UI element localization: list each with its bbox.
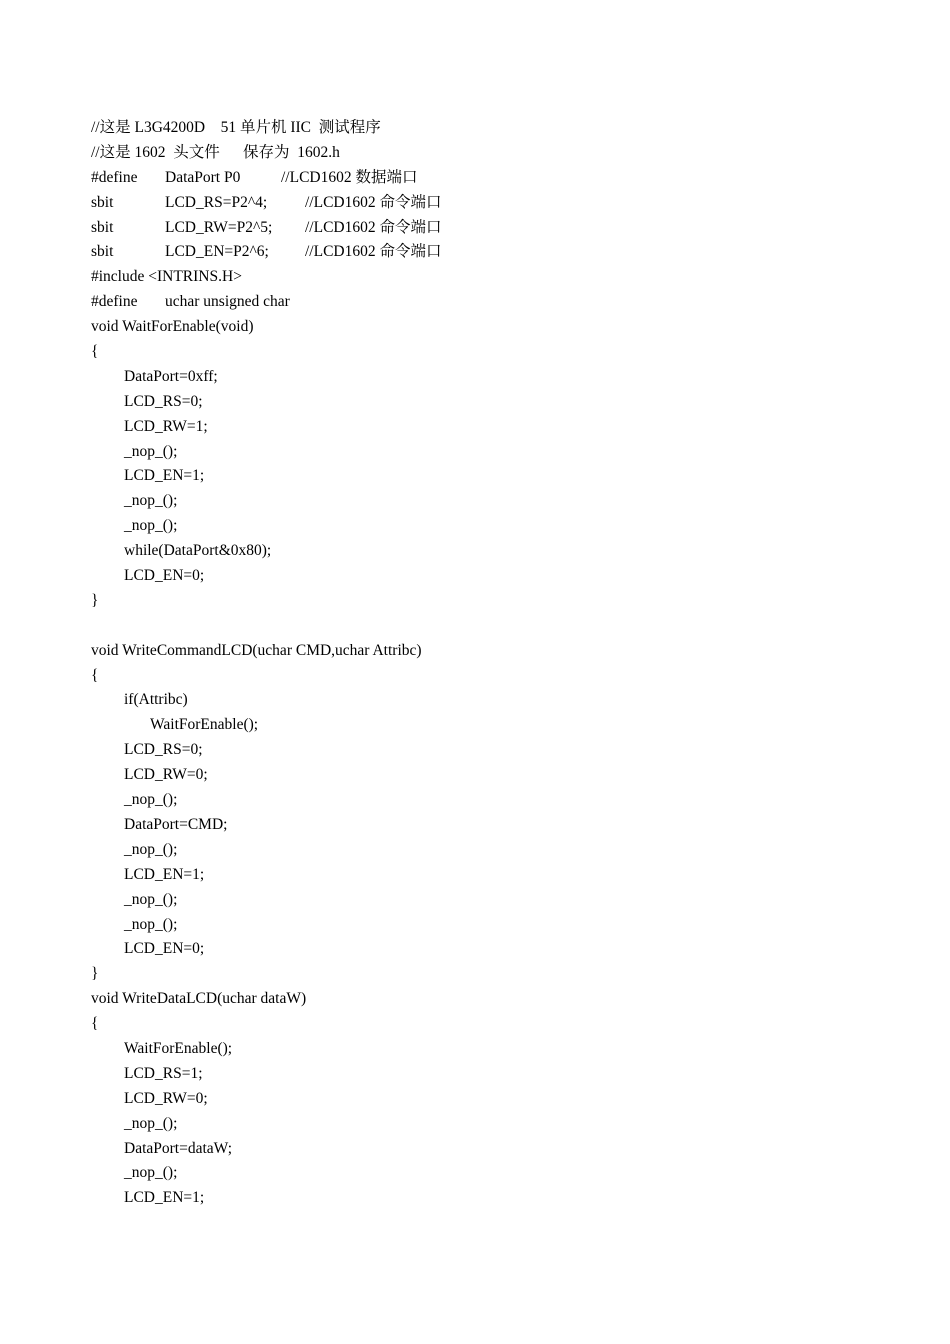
code-line: DataPort=0xff; [124, 367, 218, 385]
code-line [91, 614, 891, 639]
code-line: _nop_(); [124, 492, 178, 510]
code-line: DataPort=dataW; [124, 1139, 233, 1157]
code-line: _nop_(); [124, 840, 178, 858]
code-line [91, 290, 891, 315]
code-line: _nop_(); [124, 1164, 178, 1182]
code-line: void WriteDataLCD(uchar dataW) [91, 990, 307, 1008]
code-line: _nop_(); [124, 791, 178, 809]
code-line: if(Attribc) [124, 691, 188, 709]
code-line: LCD_RS=1; [124, 1064, 203, 1082]
code-line: LCD_EN=0; [124, 940, 205, 958]
code-line: LCD_EN=0; [124, 567, 205, 585]
code-line: //这是 L3G4200D 51 单片机 IIC 测试程序 [91, 119, 381, 136]
code-line: LCD_RW=0; [124, 766, 208, 784]
code-segment: sbit [91, 243, 114, 261]
code-line [91, 166, 891, 191]
code-segment: //LCD1602 命令端口 [305, 218, 442, 236]
code-line: LCD_RS=0; [124, 392, 203, 410]
code-line [91, 216, 891, 241]
code-segment: LCD_RW=P2^5; [165, 218, 273, 236]
code-line: _nop_(); [124, 890, 178, 908]
code-segment: uchar unsigned char [165, 293, 290, 311]
code-line: WaitForEnable(); [150, 716, 259, 734]
code-line: LCD_EN=1; [124, 865, 205, 883]
code-line [91, 240, 891, 265]
code-segment: DataPort P0 [165, 168, 241, 186]
code-line: { [91, 1015, 99, 1033]
code-line: DataPort=CMD; [124, 815, 228, 833]
code-line: //这是 1602 头文件 保存为 1602.h [91, 143, 340, 161]
code-line: { [91, 666, 99, 684]
code-segment: LCD_EN=P2^6; [165, 243, 269, 261]
code-listing [91, 116, 891, 1211]
code-line: { [91, 343, 99, 361]
code-line: void WaitForEnable(void) [91, 318, 254, 336]
code-line: LCD_RS=0; [124, 741, 203, 759]
code-line: _nop_(); [124, 915, 178, 933]
code-segment: sbit [91, 193, 114, 211]
code-line: #include <INTRINS.H> [91, 268, 242, 286]
code-segment: //LCD1602 数据端口 [281, 168, 418, 186]
code-line: LCD_RW=1; [124, 417, 208, 435]
code-segment: #define [91, 168, 138, 186]
code-segment: //LCD1602 命令端口 [305, 193, 442, 211]
code-line: void WriteCommandLCD(uchar CMD,uchar Attribc) [91, 641, 422, 659]
code-line: _nop_(); [124, 1114, 178, 1132]
code-line: while(DataPort&0x80); [124, 542, 272, 560]
code-segment: sbit [91, 218, 114, 236]
code-segment: //LCD1602 命令端口 [305, 243, 442, 261]
code-line: } [91, 965, 99, 983]
code-segment: #define [91, 293, 138, 311]
code-line: _nop_(); [124, 442, 178, 460]
code-line: WaitForEnable(); [124, 1039, 233, 1057]
code-line: LCD_EN=1; [124, 467, 205, 485]
code-segment: LCD_RS=P2^4; [165, 193, 268, 211]
code-line [91, 191, 891, 216]
code-line: LCD_EN=1; [124, 1189, 205, 1207]
code-line: LCD_RW=0; [124, 1089, 208, 1107]
code-line: } [91, 591, 99, 609]
code-line: _nop_(); [124, 517, 178, 535]
